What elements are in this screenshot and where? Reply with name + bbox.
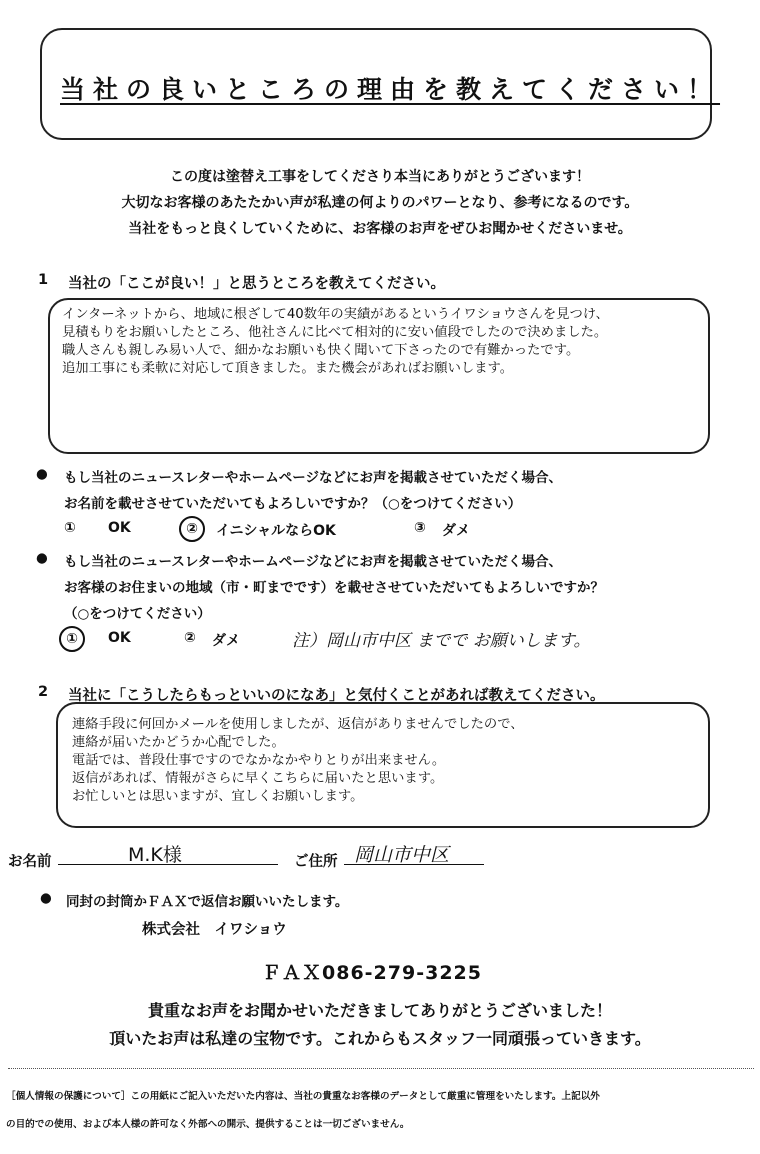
intro-line-3: 当社をもっと良くしていくために、お客様のお声をぜひお聞かせくださいませ。 <box>128 221 632 237</box>
area-option-1-number[interactable] <box>64 630 85 652</box>
name-option-3-number[interactable]: ③ <box>414 520 426 536</box>
privacy-line-1: ［個人情報の保護について］この用紙にご記入いただいた内容は、当社の貴重なお客様のデータとして厳重に管理をいたします。上記以外 <box>6 1091 600 1102</box>
intro-line-1: この度は塗替え工事をしてくださり本当にありがとうございます！ <box>170 169 590 185</box>
fax-number: ＦＡＸ086-279-3225 <box>262 962 482 984</box>
bullet-icon: ● <box>36 550 48 566</box>
bullet-icon: ● <box>36 466 48 482</box>
answer-2-line: お忙しいとは思いますが、宜しくお願いします。 <box>72 789 364 804</box>
area-option-2-number[interactable]: ② <box>184 630 196 646</box>
name-option-2-label: イニシャルならOK <box>216 523 336 539</box>
answer-1-line: インターネットから、地域に根ざして40数年の実績があるというイワショウさんを見つけ、 <box>62 307 609 322</box>
answer-1-line: 追加工事にも柔軟に対応して頂きました。また機会があればお願いします。 <box>62 361 514 376</box>
answer-1-line: 見積もりをお願いしたところ、他社さんに比べて相対的に安い値段でしたので決めました。 <box>62 325 608 340</box>
area-option-2-label: ダメ <box>212 633 240 649</box>
area-option-1-label: OK <box>108 630 131 646</box>
page-title: 当社の良いところの理由を教えてください！ <box>60 75 721 104</box>
handwritten-area-note: 注）岡山市中区 までで お願いします。 <box>292 631 591 651</box>
area-permission-line-1: もし当社のニュースレターやホームページなどにお声を掲載させていただく場合、 <box>64 554 563 570</box>
question-2-number: 2 <box>38 684 49 700</box>
area-permission-line-2: お客様のお住まいの地域（市・町までです）を載せさせていただいてもよろしいですか？ <box>64 580 604 596</box>
name-permission-line-1: もし当社のニュースレターやホームページなどにお声を掲載させていただく場合、 <box>64 470 563 486</box>
answer-2-line: 連絡手段に何回かメールを使用しましたが、返信がありませんでしたので、 <box>72 717 524 732</box>
thanks-line-2: 頂いたお声は私達の宝物です。これからもスタッフ一同頑張っていきます。 <box>109 1029 651 1048</box>
address-field[interactable]: 岡山市中区 <box>354 844 450 866</box>
privacy-line-2: の目的での使用、および本人様の許可なく外部への開示、提供することは一切ございません。 <box>6 1119 410 1130</box>
divider <box>8 1068 754 1069</box>
address-label: ご住所 <box>294 854 338 870</box>
intro-line-2: 大切なお客様のあたたかい声が私達の何よりのパワーとなり、参考になるのです。 <box>121 195 639 211</box>
answer-1-line: 職人さんも親しみ易い人で、細かなお願いも快く聞いて下さったので有難かったです。 <box>62 343 580 358</box>
company-name: 株式会社 イワショウ <box>142 922 287 938</box>
name-option-2-number[interactable] <box>184 520 205 542</box>
answer-2-line: 返信があれば、情報がさらに早くこちらに届いたと思います。 <box>72 771 444 786</box>
name-option-1-label: OK <box>108 520 131 536</box>
question-1-number: 1 <box>38 272 49 288</box>
bullet-icon: ● <box>40 890 52 906</box>
area-permission-line-3: （○をつけてください） <box>64 606 211 622</box>
name-option-3-label: ダメ <box>442 523 470 539</box>
name-field[interactable]: M.K様 <box>128 844 182 866</box>
name-option-1-number[interactable]: ① <box>64 520 76 536</box>
name-label: お名前 <box>8 854 52 870</box>
answer-2-line: 電話では、普段仕事ですのでなかなかやりとりが出来ません。 <box>72 753 446 768</box>
selected-circle-mark: ① <box>59 626 85 652</box>
question-2-text: 当社に「こうしたらもっといいのになあ」と気付くことがあれば教えてください。 <box>68 688 605 704</box>
answer-2-line: 連絡が届いたかどうか心配でした。 <box>72 735 285 750</box>
return-instructions: 同封の封筒かＦＡＸで返信お願いいたします。 <box>66 894 349 910</box>
name-permission-line-2: お名前を載せさせていただいてもよろしいですか？（○をつけてください） <box>64 496 522 512</box>
question-1-text: 当社の「ここが良い！」と思うところを教えてください。 <box>68 276 445 292</box>
thanks-line-1: 貴重なお声をお聞かせいただきましてありがとうございました！ <box>147 1001 612 1020</box>
selected-circle-mark: ② <box>179 516 205 542</box>
